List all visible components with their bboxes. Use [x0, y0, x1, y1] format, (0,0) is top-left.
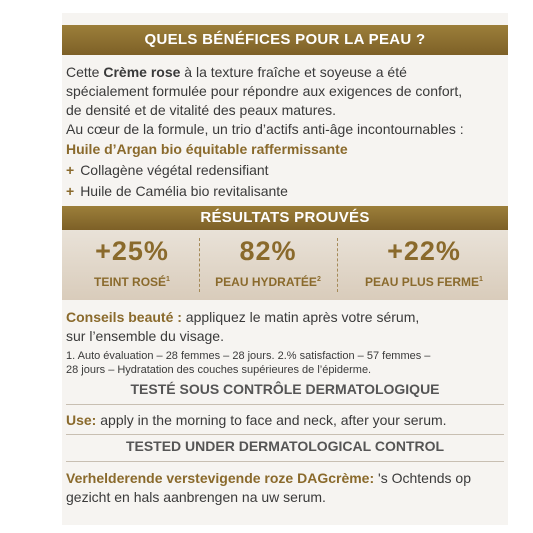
stat-value: +22%	[387, 236, 461, 266]
use-en: Use: apply in the morning to face and neck, after your serum.	[66, 412, 447, 428]
product-info-panel	[62, 13, 508, 525]
advice-line-1: Conseils beauté : appliquez le matin après votre sérum,	[66, 309, 420, 325]
active-main: Huile d’Argan bio équitable raffermissante	[66, 141, 348, 157]
intro-line-1: Cette Crème rose à la texture fraîche et soyeuse a été	[66, 64, 407, 80]
footnote-2: 28 jours – Hydratation des couches supérieures de l’épiderme.	[66, 364, 372, 376]
stat-label: PEAU HYDRATÉE$^2$	[215, 275, 321, 289]
stat-hydratee	[202, 230, 334, 300]
nl-line-2: gezicht en hals aanbrengen na uw serum.	[66, 489, 326, 505]
intro-line-2: spécialement formulée pour répondre aux exigences de confort,	[66, 83, 463, 99]
active-item: + Collagène végétal redensifiant	[66, 162, 269, 178]
stat-teint	[66, 230, 198, 300]
stat-ferme	[344, 230, 504, 300]
stat-divider	[199, 238, 201, 292]
intro-line-3: de densité et de vitalité des peaux matures.	[66, 102, 337, 118]
product-name: Crème rose	[103, 64, 181, 80]
divider	[66, 461, 504, 462]
benefits-header: QUELS BÉNÉFICES POUR LA PEAU ?	[62, 25, 508, 55]
stat-value: +25%	[95, 236, 169, 266]
derm-tested-en: TESTED UNDER DERMATOLOGICAL CONTROL	[125, 438, 445, 454]
advice-line-2: sur l’ensemble du visage.	[66, 328, 224, 344]
divider	[66, 404, 504, 405]
stat-value: 82%	[239, 236, 297, 266]
results-stats	[62, 230, 508, 300]
plus-icon: +	[66, 183, 75, 199]
stat-label: TEINT ROSÉ$^1$	[94, 275, 170, 289]
plus-icon: +	[66, 162, 75, 178]
divider	[66, 434, 504, 435]
footnote-1: 1. Auto évaluation – 28 femmes – 28 jours. 2.% satisfaction – 57 femmes –	[66, 350, 431, 362]
results-header: RÉSULTATS PROUVÉS	[62, 206, 508, 230]
stat-divider	[337, 238, 339, 292]
stat-label: PEAU PLUS FERME$^1$	[365, 275, 483, 289]
nl-label: Verhelderende verstevigende roze DAGcrème:	[66, 470, 375, 486]
intro-line-4: Au cœur de la formule, un trio d’actifs anti-âge incontournables :	[66, 121, 464, 137]
use-label: Use:	[66, 412, 97, 428]
advice-label: Conseils beauté :	[66, 309, 182, 325]
active-item: + Huile de Camélia bio revitalisante	[66, 183, 288, 199]
nl-line-1: Verhelderende verstevigende roze DAGcrème: 's Ochtends op	[66, 470, 471, 486]
derm-tested-fr: TESTÉ SOUS CONTRÔLE DERMATOLOGIQUE	[130, 381, 440, 397]
